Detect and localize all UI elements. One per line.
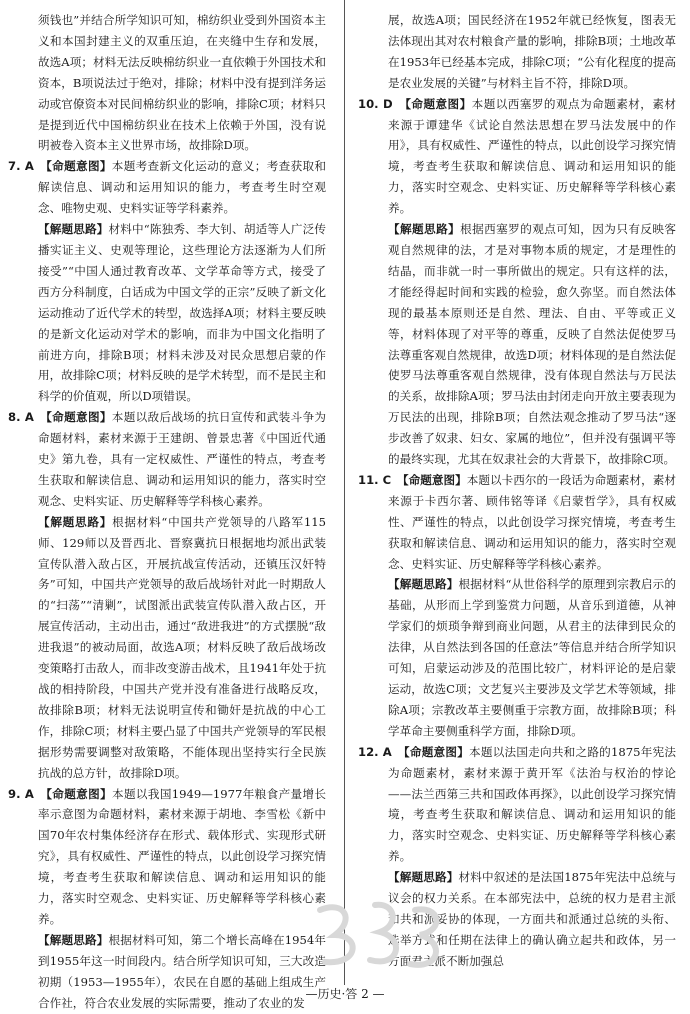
q12-number: 12. A [358,744,404,759]
q10-idea [358,219,676,470]
q11-intent [358,470,676,575]
q7-idea-text: 材料中“陈独秀、李大钊、胡适等人广泛传播实证主义、史观等理论，这些理论方法逐渐为人们所接受”“中国人通过教育改革、文学革命等方式，接受了西方分科制度，白话成为中国文学的正宗”反映了新文化运动推动了近代学术的转型，故选择A项；材料主要反映的是新文化运动对学术的影响，而非为中国文化指明了前进方向，排除B项；材料未涉及对民众思想启蒙的作用，故排除C项；材料反映的是学术转型，而不是民主和科学的价值观，所以D项错误。 [38,222,326,404]
q9-continuation: 展，故选A项；国民经济在1952年就已经恢复，图表无法体现出其对农村粮食产量的影响，排除B项；土地改革在1953年已经基本完成，排除C项；“公有化程度的提高是农业发展的关键”与材料主旨不符，排除D项。 [388,13,676,90]
q9-intent-text: 本题以我国1949—1977年粮食产量增长率示意图为命题材料，素材来源于胡地、李雪松《新中国70年农村集体经济存在形式、载体形式、实现形式研究》，具有权威性、严谨性的特点，以此创设学习探究情境，考查考生获取和解读信息、调动和运用知识的能力，落实时空观念、史料实证、历史解释等学科核心素养。 [38,786,327,926]
q8-idea-tag: 【解题思路】 [38,514,113,529]
q10-number: 10. D [358,96,406,111]
q8-intent-text: 本题以敌后战场的抗日宣传和武装斗争为命题材料，素材来源于王建朗、曾景忠著《中国近代通史》第九卷，具有一定权威性、严谨性的特点，考查考生获取和解读信息、调动和运用知识的能力，落实时空观念、史料实证、历史解释等学科核心素养。 [38,410,326,508]
q12-idea-text: 材料中叙述的是法国1875年宪法中总统与议会的权力关系。在本部宪法中，总统的权力是君主派和共和派妥协的体现，一方面共和派通过总统的头衔、选举方式和任期在法律上的确认确立起共和政体，另一方面君主派不断加强总 [388,870,676,968]
q8-intent-tag: 【命题意图】 [46,410,112,425]
q12-idea [358,867,676,972]
q10-intent-text: 本题以西塞罗的观点为命题素材，素材来源于谭建华《试论自然法思想在罗马法发展中的作用》，具有权威性、严谨性的特点，以此创设学习探究情境，考查考生获取和解读信息、调动和运用知识的能力，落实时空观念、史料实证、历史解释等学科核心素养。 [388,96,676,216]
q12-intent-text: 本题以法国走向共和之路的1875年宪法为命题素材，素材来源于黄开军《法治与权治的悖论——法兰西第三共和国政体再探》，以此创设学习探究情境，考查考生获取和解读信息、调动和运用知识的能力，落实时空观念、史料实证、历史解释等学科核心素养。 [388,744,676,864]
q9-intent [8,784,326,930]
q8-idea-text: 根据材料“中国共产党领导的八路军115师、129师以及晋西北、晋察冀抗日根据地均派出武装宣传队潜入敌占区，开展抗战宣传活动，还镇压汉奸特务”可知，中国共产党领导的敌后战场针对此一时期敌人的“扫荡”“清剿”，试图派出武装宣传队潜入敌占区，开展宣传活动，主动出击，通过“敌进我进”的方式摆脱“敌进我退”的被动局面，故选A项；材料反映了敌后战场改变策略打击敌人，而非改变游击战术，且1941年处于抗战的相持阶段，中国共产党并没有准备进行战略反攻，故排除B项；材料无法说明宣传和锄奸是抗战的中心工作，排除C项；材料主要凸显了中国共产党领导的军民根据形势需要调整对敌策略，不能体现出坚持实行全民族抗战的总方针，故排除D项。 [38,514,326,780]
q7-idea [8,219,326,407]
q11-number: 11. C [358,472,403,487]
q10-idea-text: 根据西塞罗的观点可知，因为只有反映客观自然规律的法，才是对事物本质的规定，才是理性的结晶，而非就一时一事所做出的规定。只有这样的法，才能经得起时间和实践的检验，愈久弥坚。而自然法体现的最基本原则还是自然、理法、自由、平等或正义等，材料体现了对平等的尊重，反映了自然法促使罗马法尊重客观自然规律，故选D项；材料体现的是自然法促使罗马法尊重客观自然规律，没有体现自然法与万民法的关系，故排除A项；罗马法由封闭走向开放主要表现为万民法的出现，排除B项；自然法观念推动了罗马法“逐步改善了奴隶、妇女、家属的地位”，但并没有强调平等的最终实现，尤其在奴隶社会的大背景下，故排除C项。 [388,222,676,467]
q11-idea-text: 根据材料“从世俗科学的原理到宗教启示的基础，从形而上学到鉴赏力问题，从音乐到道德，从神学家们的烦琐争辩到商业问题，从君主的法律到民众的法律，从自然法到各国的任意法”等信息并结合所学知识可知，启蒙运动涉及的范围比较广，材料评论的是启蒙运动，故选C项；文艺复兴主要涉及文学艺术等领域，排除A项；宗教改革主要侧重于宗教方面，故排除B项；科学革命主要侧重科学方面，排除D项。 [388,577,676,738]
q8-idea [8,512,326,784]
right-column [358,10,676,972]
q12-intent [358,742,676,867]
q9-intent-tag: 【命题意图】 [46,786,113,801]
q9-number: 9. A [8,786,47,801]
q9-idea-tag: 【解题思路】 [38,932,109,947]
q7-intent-tag: 【命题意图】 [46,159,112,174]
q12-idea-tag: 【解题思路】 [388,870,459,885]
q7-idea-tag: 【解题思路】 [38,222,109,237]
q11-idea-tag: 【解题思路】 [388,577,459,592]
q9-idea-text: 根据材料可知，第二个增长高峰在1954年到1955年这一时间段内。结合所学知识可知，三大改造初期（1953—1955年），农民在自愿的基础上组成生产合作社，符合农业发展的实际需要，推动了农业的发 [38,932,326,1010]
q10-intent [358,94,676,219]
q8-intent [8,407,326,512]
q10-idea-tag: 【解题思路】 [388,222,461,237]
page-footer: —历史·答 2 — [305,987,385,1001]
q6-continuation: 须钱也”并结合所学知识可知，棉纺织业受到外国资本主义和本国封建主义的双重压迫，在夹缝中生存和发展，故选A项；材料无法反映棉纺织业一直依赖于外国技术和资本，B项说法过于绝对，排除；材料中没有提到洋务运动或官僚资本对民间棉纺织业的影响，排除C项；材料只是提到近代中国棉纺织业在技术上依赖于外国，没有说明被卷入资本主义世界市场，故排除D项。 [38,13,326,153]
q11-intent-text: 本题以卡西尔的一段话为命题素材，素材来源于卡西尔著、顾伟铭等译《启蒙哲学》，具有权威性、严谨性的特点，以此创设学习探究情境，考查考生获取和解读信息、调动和运用知识的能力，落实时空观念、史料实证、历史解释等学科核心素养。 [388,472,676,571]
q11-idea [358,574,676,741]
q11-intent-tag: 【命题意图】 [402,472,467,487]
q7-intent-text: 本题考查新文化运动的意义；考查获取和解读信息、调动和运用知识的能力，考查考生时空观念、唯物史观、史料实证等学科素养。 [38,159,326,216]
q7-number: 7. A [8,159,47,174]
left-column [8,10,326,1014]
q7-intent [8,156,326,219]
q12-intent-tag: 【命题意图】 [403,744,470,759]
column-divider [344,0,345,985]
q8-number: 8. A [8,410,47,425]
q10-intent-tag: 【命题意图】 [405,96,472,111]
